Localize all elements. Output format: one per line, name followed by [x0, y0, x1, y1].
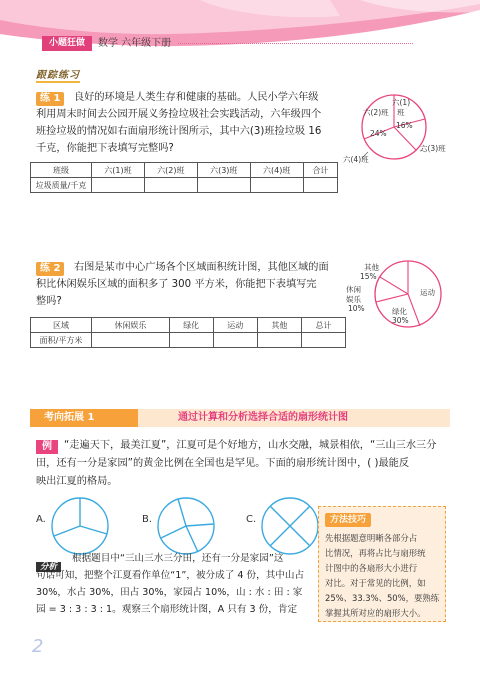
table-header-row [31, 318, 346, 333]
analysis-line-1: 根据题目中“三山三水三分田，还有一分是家园”这 [72, 553, 284, 564]
exercise-2-pie-chart [368, 254, 450, 336]
table-header-cell: 六(4)班 [250, 163, 303, 178]
table-header-cell: 班级 [31, 163, 92, 178]
table-header-cell: 六(2)班 [144, 163, 197, 178]
exercise-2-line-3: 整吗? [36, 296, 62, 307]
table-header-cell: 区域 [31, 318, 92, 333]
method-line: 计图中的各扇形大小进行 [325, 563, 418, 573]
exercise-2-table [30, 317, 346, 348]
example-line-2: 田，还有一分是家园”的黄金比例在全国也是罕见。下面的扇形统计图中，( )最能反 [36, 458, 410, 469]
section-title [36, 66, 80, 81]
pie2-label-other-p: 15% [360, 272, 377, 281]
option-c-pie[interactable] [258, 494, 322, 558]
pie1-label-c4: 六(4)班 [343, 155, 369, 164]
exercise-1-line-2: 利用周末时间去公园开展义务捡垃圾社会实践活动，六年级四个 [36, 109, 322, 120]
option-b-label[interactable]: B. [142, 514, 153, 525]
pie2-label-green-p: 30% [392, 316, 409, 325]
header-banner [0, 0, 480, 62]
answer-cell[interactable] [257, 333, 301, 348]
answer-cell[interactable] [250, 178, 303, 193]
option-b-pie[interactable] [154, 494, 218, 558]
pie2-label-leisure-2: 娱乐 [346, 295, 361, 304]
table-header-cell: 其他 [257, 318, 301, 333]
method-line: 掌握其所对应的扇形大小。 [325, 608, 426, 618]
exercise-1-table [30, 162, 338, 193]
table-header-cell: 六(3)班 [197, 163, 250, 178]
example-line-1: “走遍天下，最美江夏”，江夏可是个好地方，山水交融，城景相依，“三山三水三分 [64, 440, 437, 451]
analysis-line-3: 30%，水占 30%，田占 30%，家园占 10%，山 : 水 : 田 : 家 [36, 587, 303, 598]
pie2-label-sport: 运动 [420, 288, 435, 297]
answer-cell[interactable] [197, 178, 250, 193]
table-header-cell: 合计 [303, 163, 337, 178]
table-header-cell: 绿化 [169, 318, 213, 333]
table-row-label: 面积/平方米 [31, 333, 92, 348]
method-line: 对比。对于常见的比例，如 [325, 578, 426, 588]
answer-cell[interactable] [303, 178, 337, 193]
pie2-label-leisure-p: 10% [348, 304, 365, 313]
method-tips-box [318, 506, 446, 622]
pie1-label-c1b: 班 [397, 108, 405, 117]
pie1-label-16: 16% [396, 121, 413, 130]
answer-cell[interactable] [144, 178, 197, 193]
exercise-2-label: 练 2 [36, 262, 64, 276]
exercise-1-line-3: 班捡垃圾的情况如右面扇形统计图所示，其中六(3)班捡垃圾 16 [36, 126, 322, 137]
method-tips-body [325, 531, 443, 621]
option-c-label[interactable]: C. [246, 514, 257, 525]
table-header-cell: 休闲娱乐 [92, 318, 170, 333]
extension-label: 考向拓展 1 [30, 409, 138, 427]
answer-cell[interactable] [92, 333, 170, 348]
analysis-line-4: 园 = 3 : 3 : 3 : 1。观察三个扇形统计图，A 只有 3 份，肯定 [36, 604, 298, 615]
example-line-3: 映出江夏的格局。 [36, 476, 118, 487]
table-row-label: 垃圾质量/千克 [31, 178, 92, 193]
pie2-label-green: 绿化 [392, 307, 407, 316]
method-tips-title: 方法技巧 [325, 513, 371, 527]
option-a-label[interactable]: A. [36, 514, 46, 525]
pie1-label-c3: 六(3)班 [420, 144, 446, 153]
extension-bar [30, 409, 450, 427]
method-line: 比情况，再将占比与扇形统 [325, 548, 426, 558]
method-line: 先根据题意明晰各部分占 [325, 533, 418, 543]
banner-decoration [0, 0, 480, 62]
answer-cell[interactable] [92, 178, 145, 193]
exercise-2-line-2: 积比休闲娱乐区域的面积多了 300 平方米，你能把下表填写完 [36, 279, 317, 290]
page-number: 2 [32, 636, 44, 657]
example-label: 例 [36, 440, 58, 454]
method-line: 25%、33.3%、50%，要熟练 [325, 593, 440, 603]
analysis-line-2: 句话可知，把整个江夏看作单位“1”，被分成了 4 份，其中山占 [36, 570, 305, 581]
analysis-label: 分析 [36, 562, 61, 572]
pie1-label-c1: 六(1) [392, 98, 411, 107]
extension-title: 通过计算和分析选择合适的扇形统计图 [178, 412, 348, 423]
table-header-row [31, 163, 338, 178]
answer-cell[interactable] [301, 333, 345, 348]
pie1-label-c2: 六(2)班 [363, 108, 389, 117]
pie1-label-24: 24% [370, 129, 387, 138]
table-row [31, 178, 338, 193]
subject-label: 数学 六年级下册 [98, 38, 172, 49]
table-header-cell: 运动 [213, 318, 257, 333]
table-header-cell: 总计 [301, 318, 345, 333]
header-divider [178, 43, 413, 44]
exercise-1-line-4: 千克，你能把下表填写完整吗? [36, 143, 174, 154]
exercise-2-line-1: 右图是某市中心广场各个区域面积统计图，其他区域的面 [74, 262, 329, 273]
option-a-pie[interactable] [48, 494, 112, 558]
exercise-1-line-1: 良好的环境是人类生存和健康的基础。人民小学六年级 [74, 92, 319, 103]
pie2-label-leisure-1: 休闲 [346, 285, 361, 294]
answer-cell[interactable] [213, 333, 257, 348]
series-tag: 小题狂做 [42, 36, 92, 51]
table-header-cell: 六(1)班 [92, 163, 145, 178]
answer-cell[interactable] [169, 333, 213, 348]
exercise-1-label: 练 1 [36, 92, 64, 106]
section-title-text: 跟踪练习 [36, 70, 80, 81]
pie2-label-other: 其他 [364, 263, 379, 272]
table-row [31, 333, 346, 348]
